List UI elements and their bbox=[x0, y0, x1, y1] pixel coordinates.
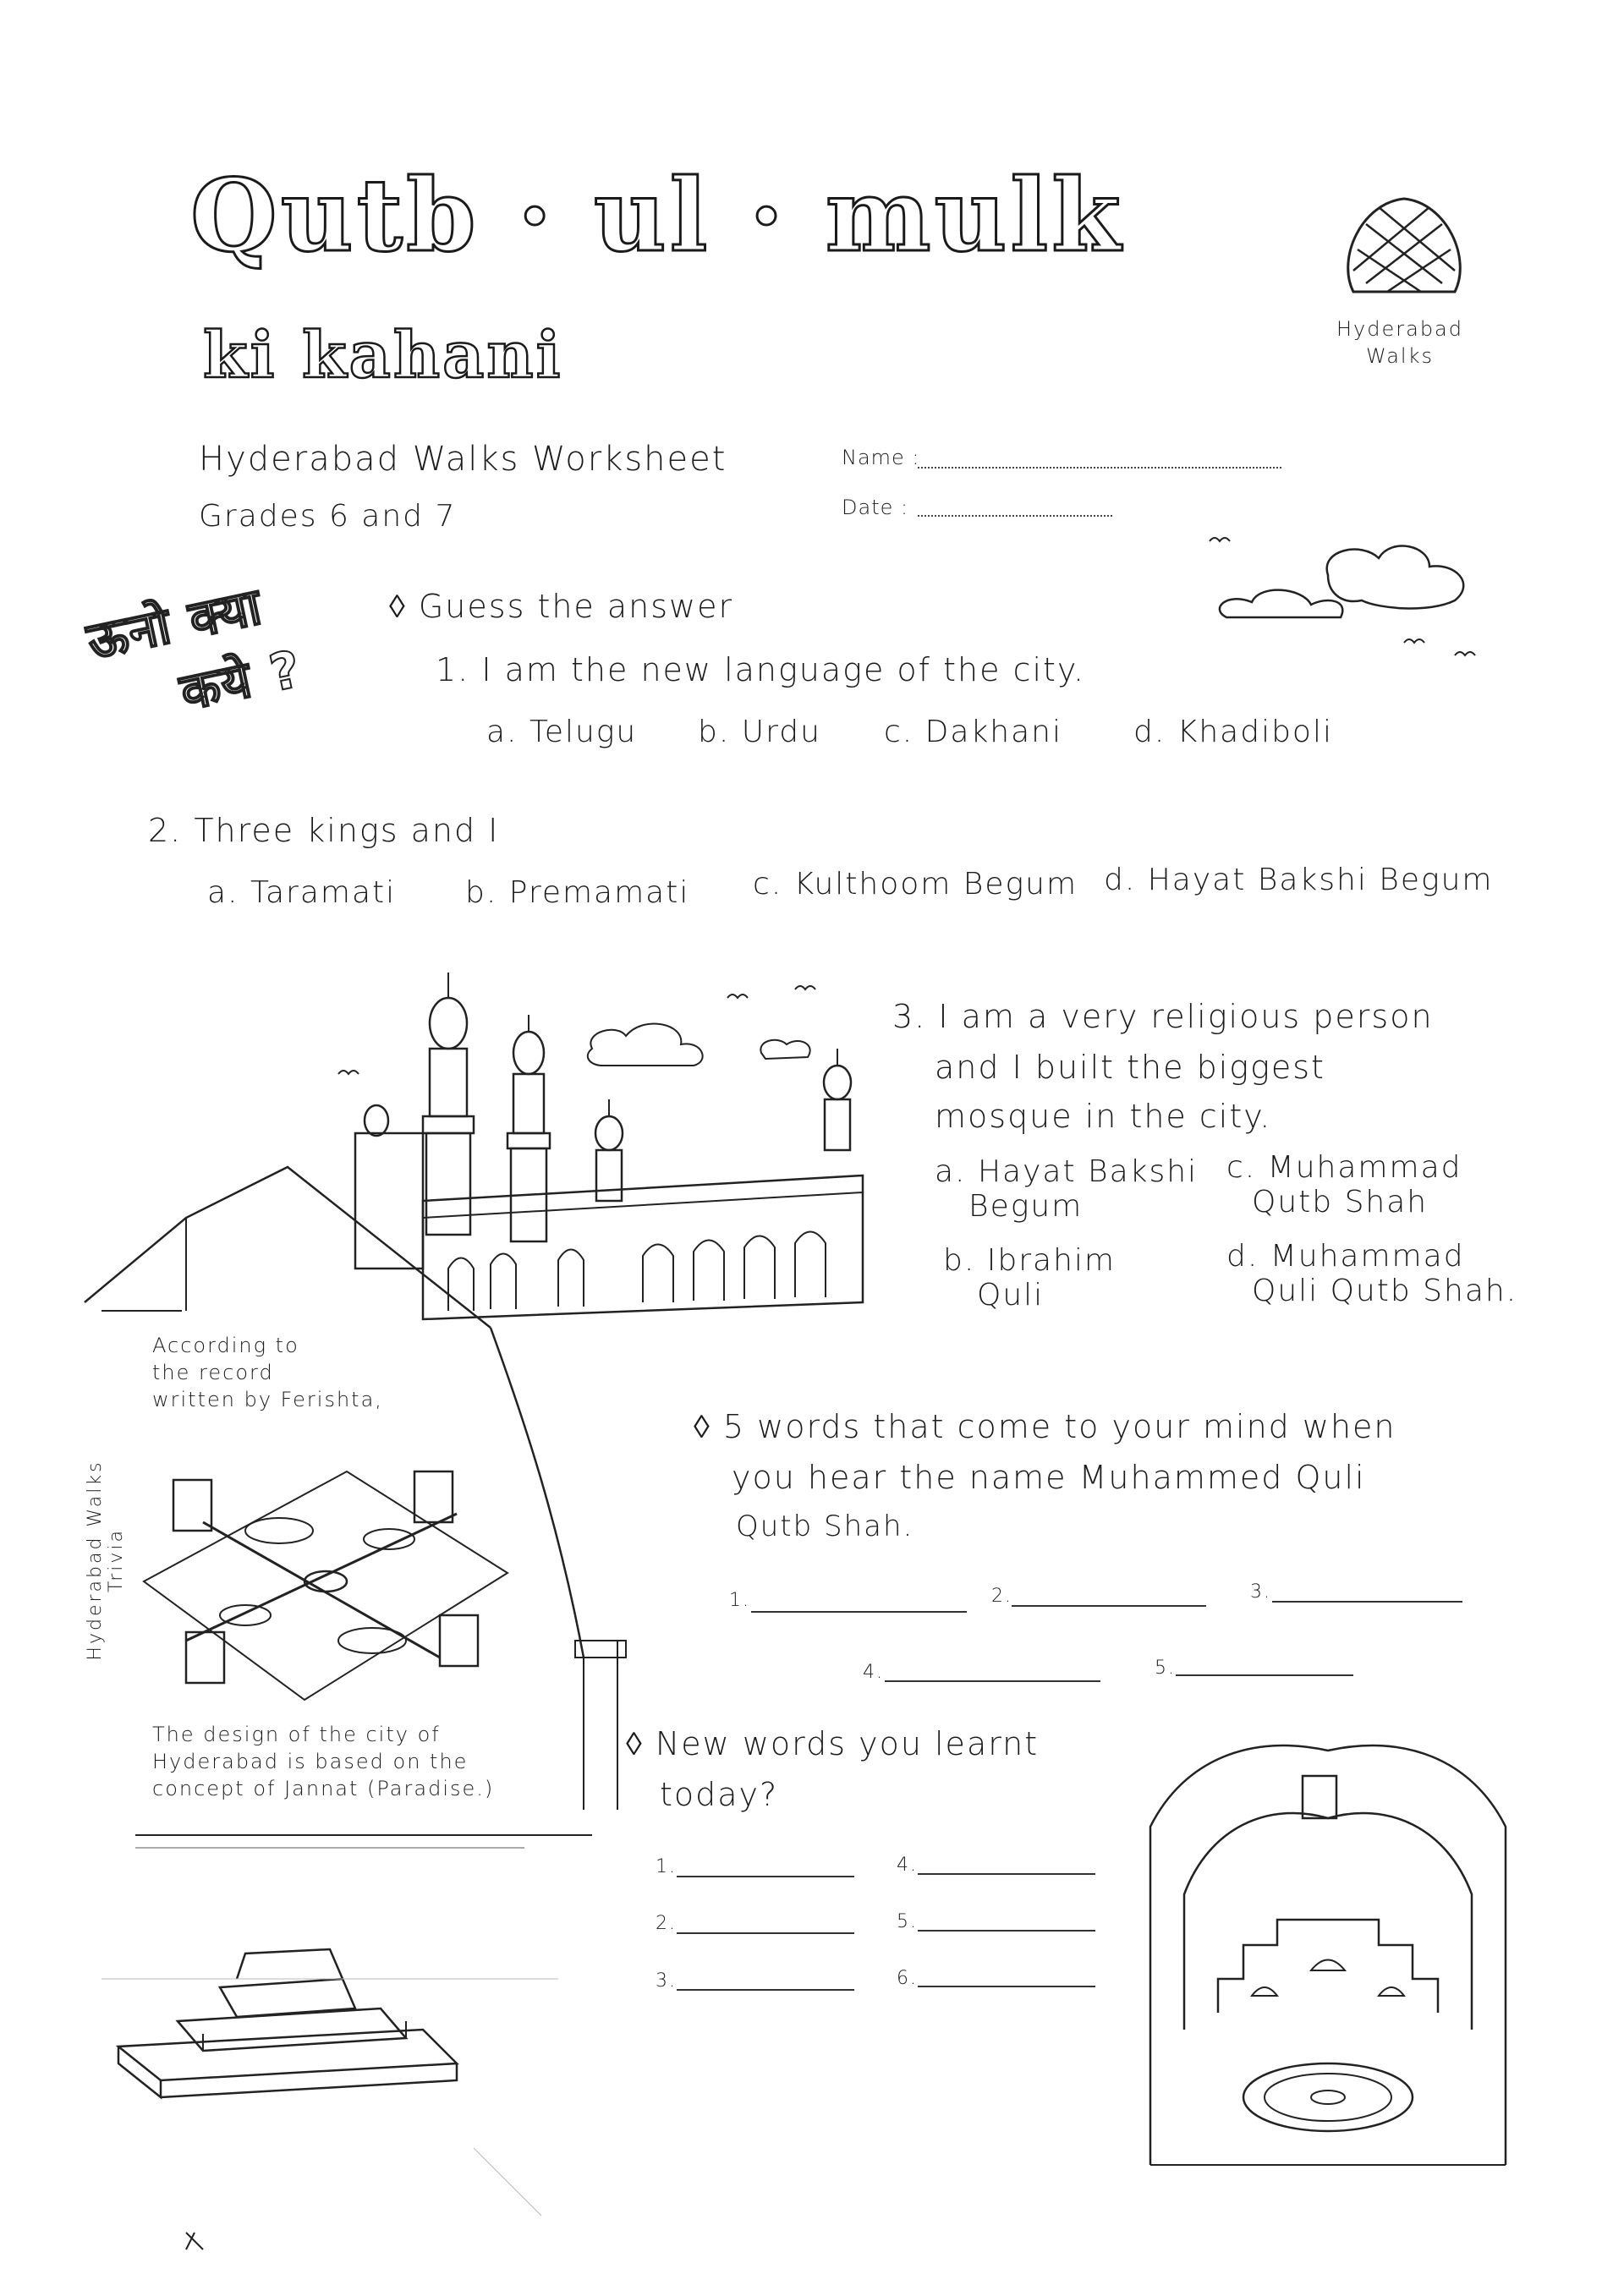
new-words-blank-1[interactable] bbox=[677, 1876, 854, 1877]
q2-option-d[interactable]: d. Hayat Bakshi Begum bbox=[1104, 863, 1494, 897]
five-words-line2: you hear the name Muhammed Quli bbox=[732, 1459, 1366, 1496]
hyderabad-walks-logo bbox=[1320, 190, 1489, 376]
dome-logo-icon bbox=[1320, 190, 1489, 309]
five-words-blank-3[interactable] bbox=[1272, 1601, 1462, 1603]
new-words-blank-4[interactable] bbox=[918, 1873, 1095, 1875]
logo-text-line1: Hyderabad bbox=[1336, 317, 1463, 341]
new-words-line2: today? bbox=[660, 1776, 779, 1813]
worksheet-grades: Grades 6 and 7 bbox=[199, 499, 457, 534]
five-words-blank-2[interactable] bbox=[1012, 1605, 1206, 1607]
logo-text-line2: Walks bbox=[1366, 344, 1434, 368]
bullet-icon: ◊ bbox=[626, 1725, 656, 1762]
worksheet-subtitle: ki kahani bbox=[203, 317, 563, 392]
five-words-blank-5[interactable] bbox=[1176, 1674, 1353, 1676]
five-words-line3: Qutb Shah. bbox=[736, 1510, 914, 1543]
five-words-line1 bbox=[694, 1408, 1396, 1446]
q3-option-b-line1: b. Ibrahim bbox=[943, 1243, 1116, 1278]
q1-option-a[interactable]: a. Telugu bbox=[486, 715, 638, 749]
new-words-num-3: 3. bbox=[656, 1970, 677, 1992]
hindi-line2: कये ? bbox=[175, 638, 308, 723]
trivia-bottom-text bbox=[152, 1721, 494, 1802]
new-words-blank-2[interactable] bbox=[677, 1932, 854, 1934]
five-words-num-4: 4. bbox=[863, 1662, 884, 1683]
trivia-bottom-line2: Hyderabad is based on the bbox=[152, 1750, 469, 1773]
trivia-top-line3: written by Ferishta, bbox=[152, 1388, 383, 1411]
q3-option-a-line1: a. Hayat Bakshi bbox=[935, 1154, 1199, 1189]
clouds-birds-illustration bbox=[1210, 524, 1489, 677]
q3-option-a[interactable] bbox=[935, 1154, 1198, 1224]
hindi-line1: ऊनो क्या bbox=[82, 576, 268, 671]
new-words-num-4: 4. bbox=[897, 1855, 918, 1876]
worksheet-title: Qutb · ul · mulk bbox=[190, 156, 1124, 274]
new-words-num-1: 1. bbox=[656, 1856, 677, 1877]
city-plan-illustration bbox=[135, 1455, 516, 1708]
q3-option-b-line2: Quli bbox=[977, 1278, 1045, 1312]
q2-option-a[interactable]: a. Taramati bbox=[207, 875, 397, 910]
trivia-bottom-line1: The design of the city of bbox=[152, 1723, 441, 1746]
new-words-num-5: 5. bbox=[897, 1911, 918, 1932]
five-words-num-5: 5. bbox=[1155, 1658, 1176, 1679]
guess-heading-text: Guess the answer bbox=[418, 588, 734, 625]
name-field[interactable] bbox=[918, 467, 1281, 469]
new-words-blank-5[interactable] bbox=[918, 1930, 1095, 1932]
guess-heading bbox=[389, 588, 733, 626]
q1-option-d[interactable]: d. Khadiboli bbox=[1133, 715, 1333, 749]
trivia-side-label: Hyderabad Walks Trivia bbox=[85, 1460, 127, 1661]
five-words-blank-1[interactable] bbox=[751, 1611, 967, 1613]
q1-option-c[interactable]: c. Dakhani bbox=[884, 715, 1063, 749]
arch-fountain-illustration bbox=[1133, 1725, 1522, 2199]
question-3-line3: mosque in the city. bbox=[935, 1098, 1272, 1135]
new-words-line1-text: New words you learnt bbox=[655, 1725, 1040, 1762]
q3-option-c-line2: Qutb Shah bbox=[1252, 1185, 1429, 1219]
q3-option-d[interactable] bbox=[1226, 1239, 1517, 1308]
q2-option-b[interactable]: b. Premamati bbox=[465, 875, 690, 910]
q1-option-b[interactable]: b. Urdu bbox=[698, 715, 821, 749]
hindi-doodle bbox=[81, 564, 308, 742]
question-3-line1: 3. I am a very religious person bbox=[892, 998, 1434, 1035]
new-words-line1 bbox=[626, 1725, 1039, 1763]
date-field[interactable] bbox=[918, 515, 1112, 517]
five-words-blank-4[interactable] bbox=[885, 1680, 1100, 1682]
worksheet-name: Hyderabad Walks Worksheet bbox=[199, 440, 727, 479]
tomb-illustration bbox=[102, 1894, 609, 2266]
q3-option-d-line2: Quli Qutb Shah. bbox=[1252, 1274, 1518, 1308]
five-words-line1-text: 5 words that come to your mind when bbox=[722, 1408, 1396, 1445]
name-label: Name : bbox=[842, 446, 920, 469]
q3-option-c-line1: c. Muhammad bbox=[1226, 1150, 1462, 1185]
five-words-num-2: 2. bbox=[991, 1586, 1012, 1607]
trivia-top-line1: According to bbox=[152, 1334, 299, 1357]
trivia-top-line2: the record bbox=[152, 1361, 274, 1384]
new-words-blank-6[interactable] bbox=[918, 1986, 1095, 1987]
q3-option-d-line1: d. Muhammad bbox=[1226, 1239, 1465, 1274]
five-words-num-1: 1. bbox=[729, 1590, 750, 1611]
trivia-bottom-line3: concept of Jannat (Paradise.) bbox=[152, 1777, 495, 1800]
trivia-top-text bbox=[152, 1332, 383, 1413]
new-words-blank-3[interactable] bbox=[677, 1989, 854, 1991]
q3-option-b[interactable] bbox=[943, 1243, 1116, 1312]
q2-option-c[interactable]: c. Kulthoom Begum bbox=[753, 867, 1078, 901]
date-label: Date : bbox=[842, 496, 909, 519]
question-1: 1. I am the new language of the city. bbox=[436, 651, 1086, 688]
q3-option-c[interactable] bbox=[1226, 1150, 1462, 1219]
new-words-num-6: 6. bbox=[897, 1968, 918, 1989]
new-words-num-2: 2. bbox=[656, 1913, 677, 1934]
bullet-icon: ◊ bbox=[694, 1408, 723, 1445]
five-words-num-3: 3. bbox=[1250, 1581, 1271, 1603]
bullet-icon: ◊ bbox=[389, 588, 419, 625]
question-3-line2: and I built the biggest bbox=[935, 1049, 1325, 1086]
question-2: 2. Three kings and I bbox=[148, 812, 500, 849]
q3-option-a-line2: Begum bbox=[968, 1189, 1084, 1224]
